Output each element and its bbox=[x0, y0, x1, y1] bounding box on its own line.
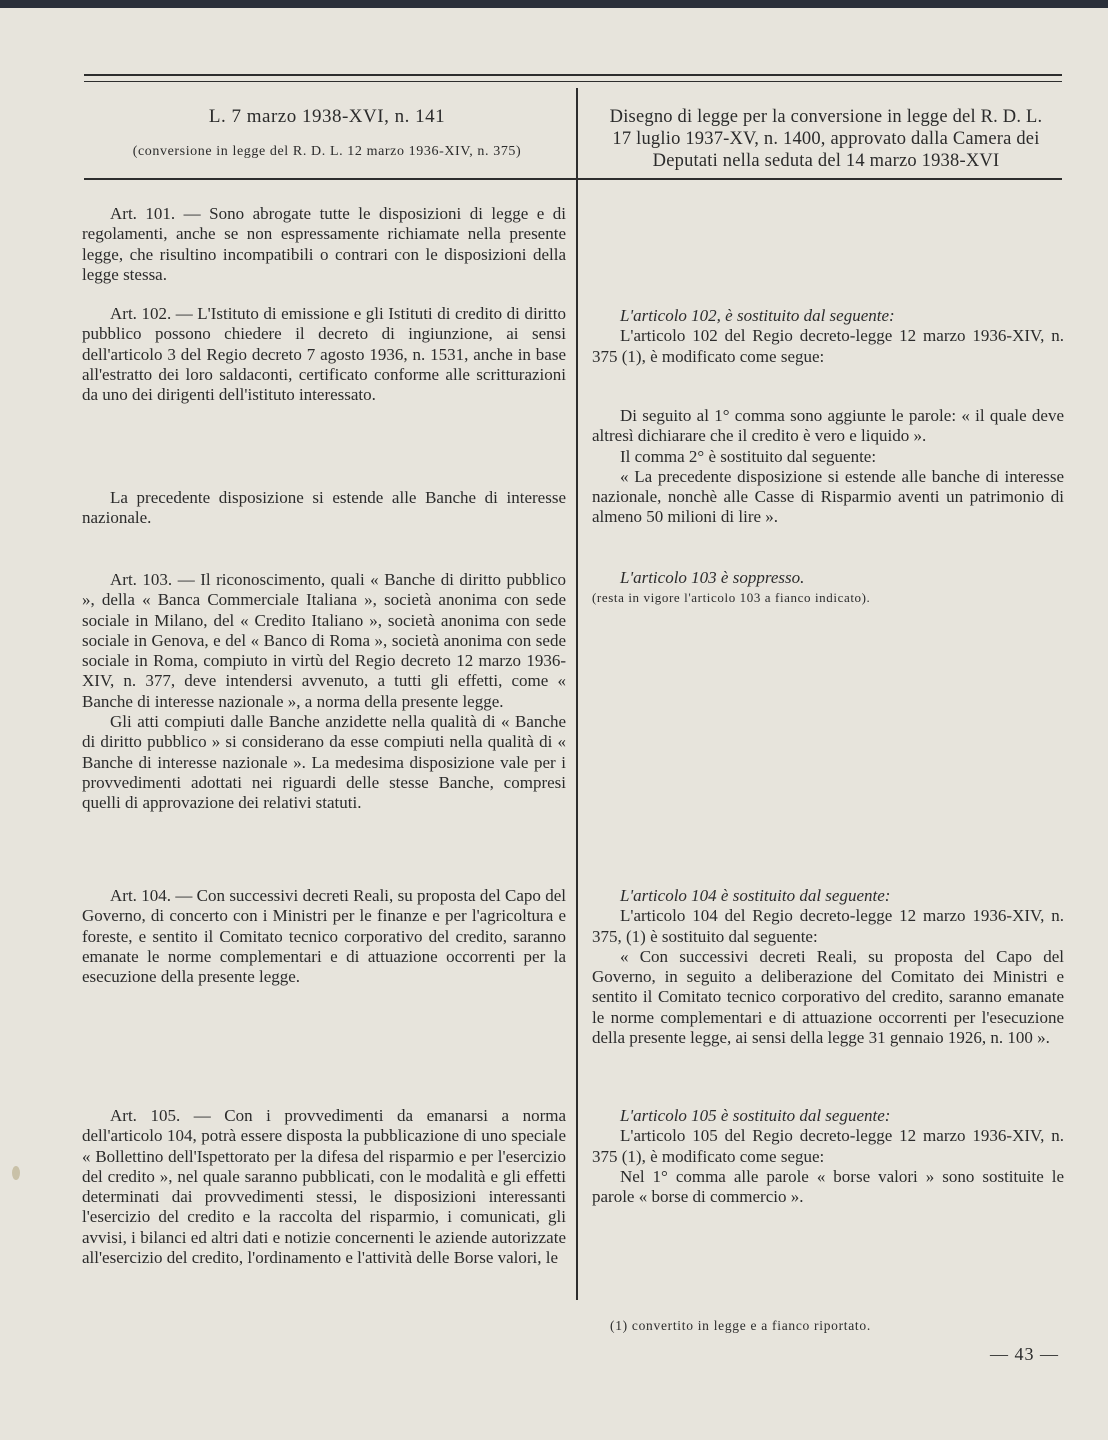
right-header-line: 17 luglio 1937-XV, n. 1400, approvato dalla Camera dei bbox=[612, 129, 1040, 149]
left-art104 bbox=[82, 886, 566, 987]
right-103-heading: L'articolo 103 è soppresso. bbox=[620, 568, 805, 587]
header-rule bbox=[84, 178, 1062, 180]
paper-stain bbox=[12, 1166, 20, 1180]
right-105-heading: L'articolo 105 è sostituito dal seguente: bbox=[620, 1106, 891, 1125]
left-art103 bbox=[82, 570, 566, 814]
left-art105 bbox=[82, 1106, 566, 1268]
column-divider bbox=[576, 88, 578, 1300]
footnote: (1) convertito in legge e a fianco riportato. bbox=[610, 1318, 871, 1333]
right-art104 bbox=[592, 886, 1064, 1048]
left-art101 bbox=[82, 204, 566, 285]
right-art103 bbox=[592, 568, 1064, 609]
right-header-line: Deputati nella seduta del 14 marzo 1938-XVI bbox=[652, 151, 1000, 171]
right-102-comma-2: Il comma 2° è sostituito dal seguente: bbox=[620, 446, 877, 466]
left-art102 bbox=[82, 304, 566, 405]
page-number: — 43 — bbox=[990, 1344, 1059, 1364]
article-101: Art. 101. — Sono abrogate tutte le disposizioni di legge e di regolamenti, anche se non espressamente richiamate nella presente legge, che risultino incompatibili o contrari con le disposizioni della legge stessa. bbox=[82, 204, 566, 284]
right-102-text: L'articolo 102 del Regio decreto-legge 12 marzo 1936-XIV, n. 375 (1), è modificato come segue: bbox=[592, 326, 1064, 366]
article-104: Art. 104. — Con successivi decreti Reali, su proposta del Capo del Governo, di concerto con i Ministri per le finanze e per l'agricoltura e foreste, e sentito il Comitato tecnico corporativo del credito, saranno emanate le norme complementari e di attuazione occorrenti per la esecuzione della presente legge. bbox=[82, 886, 566, 987]
article-102-paragraph-2: La precedente disposizione si estende alle Banche di interesse nazionale. bbox=[82, 488, 566, 528]
left-header-subtitle: (conversione in legge del R. D. L. 12 marzo 1936-XIV, n. 375) bbox=[132, 144, 522, 159]
article-103-paragraph-2: Gli atti compiuti dalle Banche anzidette nella qualità di « Banche di diritto pubblico » si considerano da esse compiuti nella qualità di « Banche di interesse nazionale ». La medesima disposizione vale per i provvedimenti adottati nei riguardi delle stesse Banche, compresi quelli di approvazione dei relativi statuti. bbox=[82, 712, 566, 813]
right-105-text: L'articolo 105 del Regio decreto-legge 12 marzo 1936-XIV, n. 375 (1), è modificato come segue: bbox=[592, 1126, 1064, 1166]
right-102-quote: « La precedente disposizione si estende alle banche di interesse nazionale, nonchè alle Casse di Risparmio aventi un patrimonio di almeno 50 milioni di lire ». bbox=[592, 466, 1064, 527]
right-header-line: Disegno di legge per la conversione in legge del R. D. L. bbox=[609, 107, 1043, 127]
top-rule-thin bbox=[84, 81, 1062, 82]
right-art102 bbox=[592, 306, 1064, 367]
right-102-heading: L'articolo 102, è sostituito dal seguente: bbox=[620, 306, 895, 325]
top-rule bbox=[84, 74, 1062, 76]
right-header bbox=[588, 106, 1064, 172]
right-103-note: (resta in vigore l'articolo 103 a fianco indicato). bbox=[592, 590, 871, 606]
right-104-heading: L'articolo 104 è sostituito dal seguente: bbox=[620, 886, 891, 905]
right-104-quote: « Con successivi decreti Reali, su proposta del Capo del Governo, in seguito a deliberazione del Comitato dei Ministri e sentito il Comitato tecnico corporativo del credito, saranno emanate le norme complementari e di attuazione occorrenti per l'esecuzione della presente legge, ai sensi della legge 31 gennaio 1926, n. 100 ». bbox=[592, 946, 1064, 1048]
article-103: Art. 103. — Il riconoscimento, quali « Banche di diritto pubblico », della « Banca Commerciale Italiana », società anonima con sede sociale in Milano, del « Credito Italiano », società anonima con sede sociale in Genova, e del « Banco di Roma », società anonima con sede sociale in Roma, compiuto in virtù del Regio decreto 12 marzo 1936-XIV, n. 377, deve intendersi avvenuto, a tutti gli effetti, come « Banche di interesse nazionale », a norma della presente legge. bbox=[82, 570, 566, 711]
document-page bbox=[0, 8, 1108, 1440]
left-header-title: L. 7 marzo 1938-XVI, n. 141 bbox=[208, 106, 446, 127]
left-art102-b bbox=[82, 488, 566, 529]
right-102-comma-1: Di seguito al 1° comma sono aggiunte le parole: « il quale deve altresì dichiarare che il credito è vero e liquido ». bbox=[592, 406, 1064, 446]
right-104-text: L'articolo 104 del Regio decreto-legge 12 marzo 1936-XIV, n. 375, (1) è sostituito dal seguente: bbox=[592, 906, 1064, 946]
right-art102-changes bbox=[592, 406, 1064, 528]
right-105-comma-1: Nel 1° comma alle parole « borse valori » sono sostituite le parole « borse di commercio ». bbox=[592, 1166, 1064, 1207]
right-art105 bbox=[592, 1106, 1064, 1207]
article-102: Art. 102. — L'Istituto di emissione e gli Istituti di credito di diritto pubblico possono chiedere il decreto di ingiunzione, ai sensi dell'articolo 3 del Regio decreto 7 agosto 1936, n. 1531, anche in base all'estratto dei loro saldaconti, certificato conforme alle scritturazioni da uno dei dirigenti dell'istituto interessato. bbox=[82, 304, 566, 405]
article-105: Art. 105. — Con i provvedimenti da emanarsi a norma dell'articolo 104, potrà essere disposta la pubblicazione di uno speciale « Bollettino dell'Ispettorato per la difesa del risparmio e per l'esercizio del credito », nel quale saranno pubblicati, con le modalità e gli effetti determinati dai provvedimenti stessi, le disposizioni interessanti l'esercizio del credito e la raccolta del risparmio, i comunicati, gli avvisi, i bilanci ed altri dati e notizie concernenti le aziende autorizzate all'esercizio del credito, l'ordinamento e l'attività delle Borse valori, le bbox=[82, 1106, 566, 1268]
